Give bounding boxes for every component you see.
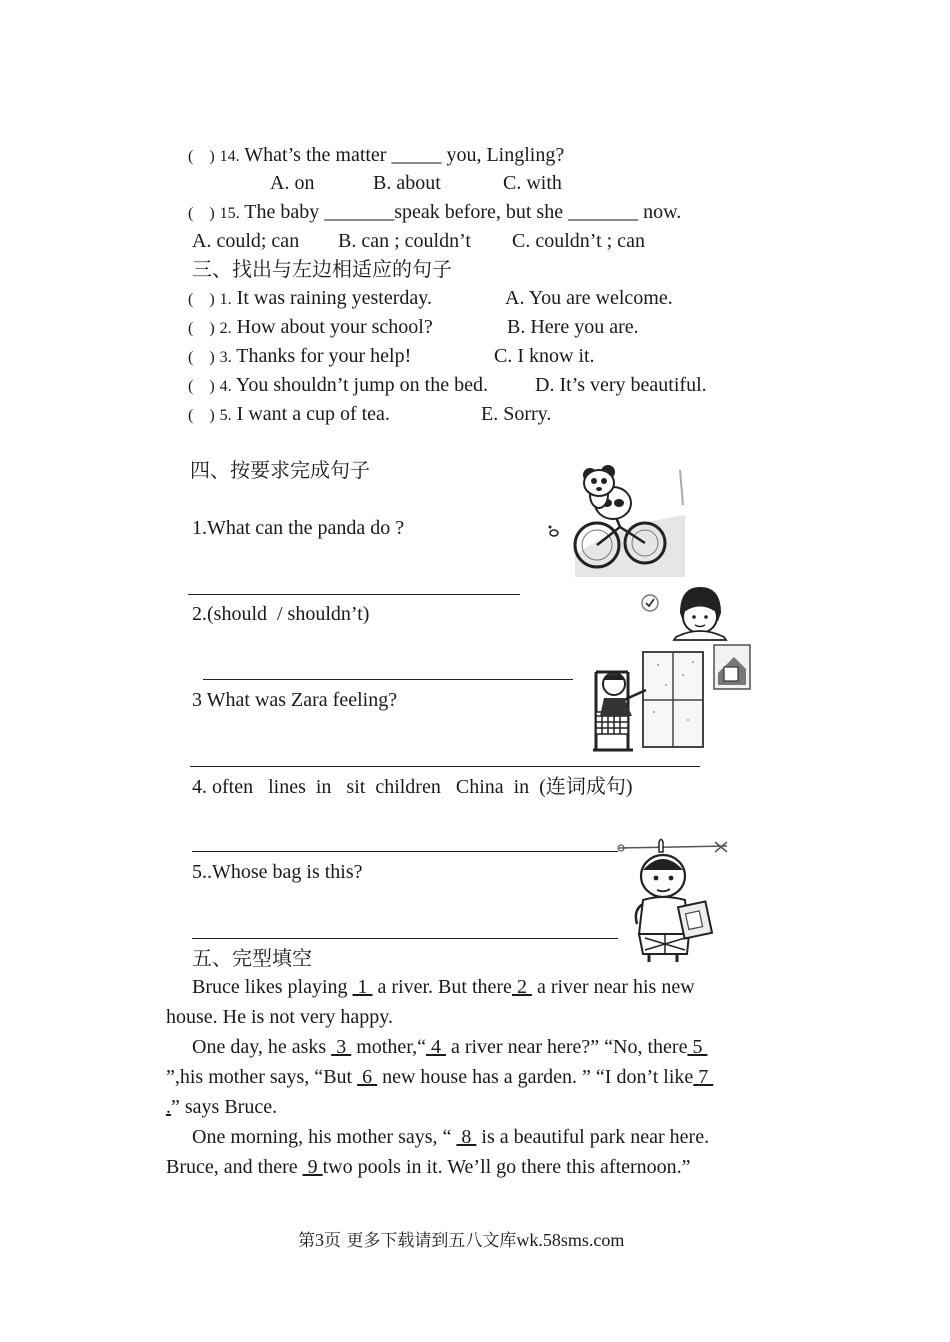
- question-15: [188, 200, 681, 226]
- cloze-text: two pools in it. We’ll go there this afternoon.”: [322, 1156, 691, 1178]
- answer-line-1[interactable]: [188, 594, 520, 595]
- cloze-blank-4[interactable]: 4: [425, 1036, 446, 1058]
- answer-paren: ( ): [188, 320, 215, 337]
- cloze-text: ”,his mother says, “But: [166, 1066, 358, 1088]
- girl-at-window-illustration: [588, 650, 706, 752]
- answer-paren: ( ): [188, 378, 215, 395]
- item-number: 4.: [219, 378, 232, 395]
- item-number: 2.: [219, 320, 232, 337]
- page-number: 3: [315, 1230, 324, 1250]
- q15-option-c: C. couldn’t ; can: [512, 230, 645, 252]
- cloze-text: Bruce likes playing: [192, 976, 353, 998]
- cloze-line-4: [166, 1065, 713, 1089]
- cloze-text: One day, he asks: [192, 1036, 332, 1058]
- panda-riding-bike-illustration: [545, 465, 687, 580]
- item-text: How about your school?: [236, 316, 433, 338]
- match-item-5: [188, 402, 390, 428]
- cloze-blank-2[interactable]: 2: [511, 976, 532, 998]
- answer-paren: ( ): [188, 407, 215, 424]
- cloze-blank-3[interactable]: 3: [331, 1036, 352, 1058]
- boy-holding-bag-illustration: [615, 838, 733, 966]
- item-text: You shouldn’t jump on the bed.: [235, 374, 488, 396]
- item-number: 5.: [219, 407, 232, 424]
- cloze-text: a river near here?” “No, there: [445, 1036, 688, 1058]
- match-item-2: [188, 315, 433, 341]
- page-footer: [298, 1228, 624, 1253]
- match-answer-a: A. You are welcome.: [505, 287, 673, 309]
- section-4-heading: 四、按要求完成句子: [190, 458, 370, 482]
- match-answer-e: E. Sorry.: [481, 403, 552, 425]
- answer-paren: ( ): [188, 205, 215, 222]
- q4-4-close: ): [625, 776, 633, 798]
- item-text: I want a cup of tea.: [236, 403, 390, 425]
- cloze-line-7: [166, 1155, 691, 1179]
- answer-paren: ( ): [188, 148, 215, 165]
- question-14: [188, 143, 564, 169]
- footer-prefix: 第: [298, 1231, 315, 1251]
- q4-1-text: 1.What can the panda do ?: [192, 517, 405, 539]
- q4-4-instruction: 连词成句: [545, 774, 626, 798]
- answer-line-4[interactable]: [192, 851, 618, 852]
- q15-option-b: B. can ; couldn’t: [338, 230, 471, 252]
- q14-option-a: A. on: [270, 172, 315, 194]
- cloze-period: .: [166, 1096, 171, 1118]
- section-5-heading: 五、完型填空: [192, 946, 312, 970]
- cloze-line-5: [166, 1095, 277, 1119]
- item-text: Thanks for your help!: [236, 345, 412, 367]
- cloze-text: is a beautiful park near here.: [476, 1126, 710, 1148]
- q14-option-b: B. about: [373, 172, 441, 194]
- cloze-blank-5[interactable]: 5: [687, 1036, 708, 1058]
- cloze-blank-9[interactable]: 9: [302, 1156, 323, 1178]
- item-number: 3.: [219, 349, 232, 366]
- question-text: The baby _______speak before, but she _______ now.: [244, 201, 682, 223]
- answer-paren: ( ): [188, 349, 215, 366]
- question-number: 14.: [219, 148, 240, 165]
- item-text: It was raining yesterday.: [236, 287, 432, 309]
- cloze-line-3: [192, 1035, 707, 1059]
- cloze-text: a river near his new: [531, 976, 695, 998]
- item-number: 1.: [219, 291, 232, 308]
- cloze-blank-6[interactable]: 6: [357, 1066, 378, 1088]
- cloze-blank-7[interactable]: 7: [693, 1066, 714, 1088]
- q4-2-text: 2.(should / shouldn’t): [192, 603, 370, 625]
- question-text: What’s the matter _____ you, Lingling?: [244, 144, 565, 166]
- footer-text: 页 更多下载请到五八文库: [324, 1231, 517, 1251]
- cloze-blank-8[interactable]: 8: [456, 1126, 477, 1148]
- match-answer-b: B. Here you are.: [507, 316, 639, 338]
- section-3-heading: 三、找出与左边相适应的句子: [192, 257, 452, 281]
- match-answer-c: C. I know it.: [494, 345, 595, 367]
- cloze-line-1: [192, 975, 695, 999]
- cloze-text: a river. But there: [372, 976, 512, 998]
- q4-5-text: 5..Whose bag is this?: [192, 861, 363, 883]
- answer-line-2[interactable]: [203, 679, 573, 680]
- cloze-text: ” says Bruce.: [171, 1096, 278, 1118]
- answer-line-3[interactable]: [190, 766, 700, 767]
- match-item-3: [188, 344, 411, 370]
- q4-4-text: [192, 774, 633, 799]
- cloze-text: One morning, his mother says, “: [192, 1126, 457, 1148]
- match-item-4: [188, 373, 488, 399]
- q4-3-text: 3 What was Zara feeling?: [192, 689, 398, 711]
- q15-option-a: A. could; can: [192, 230, 300, 252]
- q4-4-words: 4. often lines in sit children China in (: [192, 776, 546, 798]
- answer-line-5[interactable]: [192, 938, 618, 939]
- match-item-1: [188, 286, 432, 312]
- cloze-text: Bruce, and there: [166, 1156, 303, 1178]
- footer-site: wk.58sms.com: [516, 1230, 625, 1250]
- cloze-text: new house has a garden. ” “I don’t like: [377, 1066, 694, 1088]
- match-answer-d: D. It’s very beautiful.: [535, 374, 707, 396]
- question-number: 15.: [219, 205, 240, 222]
- cloze-line-6: [192, 1125, 709, 1149]
- answer-paren: ( ): [188, 291, 215, 308]
- cloze-line-2: house. He is not very happy.: [166, 1006, 393, 1028]
- cloze-text: mother,“: [351, 1036, 426, 1058]
- cloze-blank-1[interactable]: 1: [352, 976, 373, 998]
- q14-option-c: C. with: [503, 172, 562, 194]
